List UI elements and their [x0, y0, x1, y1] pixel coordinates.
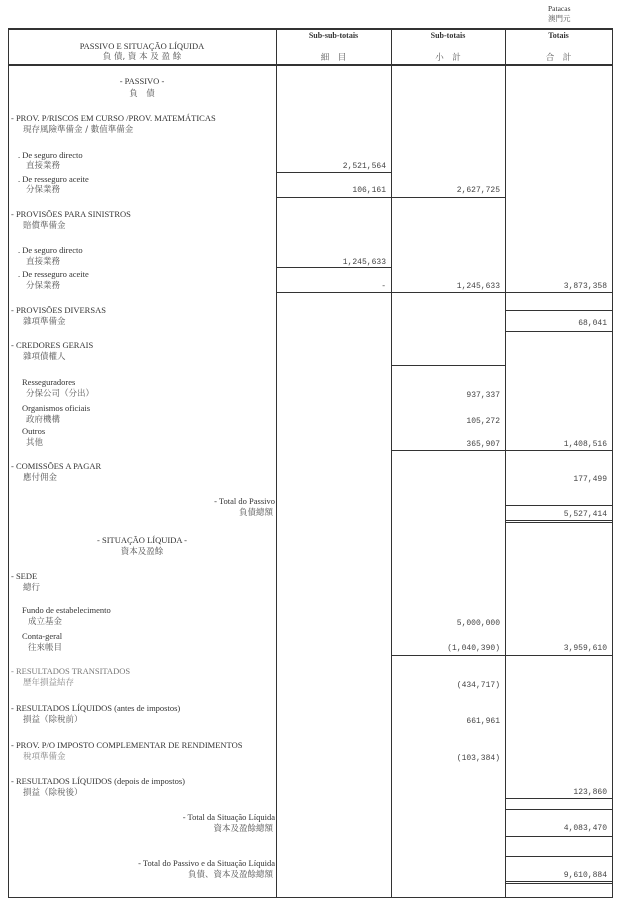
header-bottom-border [8, 64, 613, 66]
rule [276, 172, 391, 173]
section-title-zh: 資本及盈餘 [120, 547, 164, 557]
value: (103,384) [456, 754, 500, 763]
row-label: - PROV. P/RISCOS EM CURSO /PROV. MATEMÁTICAS [11, 113, 216, 123]
rule [505, 505, 612, 506]
row-label: - PROVISÕES DIVERSAS [11, 305, 106, 315]
row-label: Resseguradores [22, 377, 76, 387]
table-bottom-border [8, 897, 613, 898]
row-label-zh: 分保業務 [26, 185, 61, 195]
rule [276, 292, 612, 293]
total: 3,959,610 [563, 644, 607, 653]
row-label-zh: 現存風險準備金 / 數值準備金 [23, 125, 134, 135]
row-label: Outros [22, 426, 46, 436]
left-border [8, 28, 9, 898]
col2-header: Sub-totais [430, 31, 466, 40]
rule [505, 881, 612, 882]
rule [505, 883, 612, 884]
row-label-zh: 成立基金 [28, 617, 63, 627]
grand-total-label: - Total do Passivo e da Situação Líquida [138, 858, 275, 868]
col1-header: Sub-sub-totais [308, 31, 359, 40]
value: 106,161 [352, 186, 386, 195]
value: 937,337 [466, 391, 500, 400]
currency-label: Patacas [548, 4, 571, 13]
value: 5,000,000 [456, 619, 500, 628]
table-top-border [8, 28, 613, 30]
col1-header-zh: 細 目 [320, 53, 347, 63]
grand-total-value: 9,610,884 [563, 871, 607, 880]
value: - [381, 282, 386, 291]
subtotal: 2,627,725 [456, 186, 500, 195]
row-label: . De seguro directo [18, 150, 83, 160]
value: 105,272 [466, 417, 500, 426]
total-label: - Total da Situação Líquida [182, 812, 275, 822]
rule [505, 836, 612, 837]
row-label-zh: 損益（除稅後） [23, 788, 83, 798]
subtotal: 1,245,633 [456, 282, 500, 291]
row-label-zh: 雜項債權人 [23, 352, 66, 362]
rule [505, 856, 612, 857]
rule [391, 655, 612, 656]
col3-header: Totais [548, 31, 569, 40]
grand-total-label-zh: 負債、資本及盈餘總額 [187, 870, 273, 880]
row-label: - CREDORES GERAIS [11, 340, 94, 350]
rule [505, 331, 612, 332]
row-label: - RESULTADOS LÍQUIDOS (antes de impostos) [11, 703, 181, 713]
total-label-zh: 負債總額 [238, 508, 273, 518]
header-title: PASSIVO E SITUAÇÃO LÍQUIDA [79, 41, 205, 51]
row-label-zh: 分保公司（分出） [26, 389, 95, 399]
currency-label-zh: 澳門元 [548, 14, 571, 23]
row-label: Organismos oficiais [22, 403, 91, 413]
total: 1,408,516 [563, 440, 607, 449]
section-title-zh: 負 債 [129, 89, 155, 99]
row-label-zh: 總行 [23, 583, 41, 593]
row-label-zh: 直接業務 [26, 257, 61, 267]
row-label: - SEDE [11, 571, 38, 581]
rule [505, 520, 612, 521]
row-label-zh: 賠償準備金 [23, 221, 66, 231]
rule [276, 267, 391, 268]
row-label-zh: 歷年損益結存 [23, 678, 75, 688]
right-border [612, 28, 613, 898]
row-label: - RESULTADOS LÍQUIDOS (depois de impostos) [11, 776, 185, 786]
row-label-zh: 雜項準備金 [23, 317, 66, 327]
total: 123,860 [573, 788, 607, 797]
rule [391, 450, 612, 451]
col3-header-zh: 合 計 [545, 53, 572, 63]
total: 3,873,358 [563, 282, 607, 291]
rule [276, 197, 505, 198]
rule [505, 310, 612, 311]
row-label: . De resseguro aceite [18, 174, 89, 184]
col2-divider [391, 28, 392, 898]
row-label-zh: 往來帳目 [28, 643, 63, 653]
row-label: . De resseguro aceite [18, 269, 89, 279]
row-label: . De seguro directo [18, 245, 83, 255]
row-label: - PROV. P/O IMPOSTO COMPLEMENTAR DE RENDIMENTOS [11, 740, 243, 750]
row-label: Conta-geral [22, 631, 63, 641]
total: 177,499 [573, 475, 607, 484]
total: 68,041 [578, 319, 607, 328]
row-label: Fundo de estabelecimento [22, 605, 111, 615]
row-label-zh: 直接業務 [26, 161, 61, 171]
row-label-zh: 其他 [26, 438, 44, 448]
total-label: - Total do Passivo [214, 496, 275, 506]
rule [391, 365, 505, 366]
value: 2,521,564 [342, 162, 386, 171]
rule [505, 809, 612, 810]
header-title-zh: 負 債, 資 本 及 盈 餘 [102, 52, 182, 62]
value: (434,717) [456, 681, 500, 690]
value: 1,245,633 [342, 258, 386, 267]
total-passivo-value: 5,527,414 [563, 510, 607, 519]
col3-divider [505, 28, 506, 898]
col2-header-zh: 小 計 [435, 53, 461, 63]
value: 661,961 [466, 717, 500, 726]
section-title: - SITUAÇÃO LÍQUIDA - [97, 535, 187, 545]
row-label: - COMISSÕES A PAGAR [11, 461, 102, 471]
value: (1,040,390) [447, 644, 500, 653]
row-label-zh: 稅項準備金 [23, 752, 66, 762]
value: 365,907 [466, 440, 500, 449]
row-label: - RESULTADOS TRANSITADOS [11, 666, 131, 676]
section-title: - PASSIVO - [119, 76, 165, 86]
rule [505, 798, 612, 799]
row-label-zh: 應付佣金 [23, 473, 58, 483]
total-situacao-value: 4,083,470 [563, 824, 607, 833]
row-label-zh: 損益（除稅前） [23, 715, 83, 725]
rule [505, 522, 612, 523]
row-label: - PROVISÕES PARA SINISTROS [11, 209, 131, 219]
col1-divider [276, 28, 277, 898]
row-label-zh: 分保業務 [26, 281, 61, 291]
row-label-zh: 政府機構 [26, 415, 61, 425]
total-label-zh: 資本及盈餘總額 [213, 824, 273, 834]
